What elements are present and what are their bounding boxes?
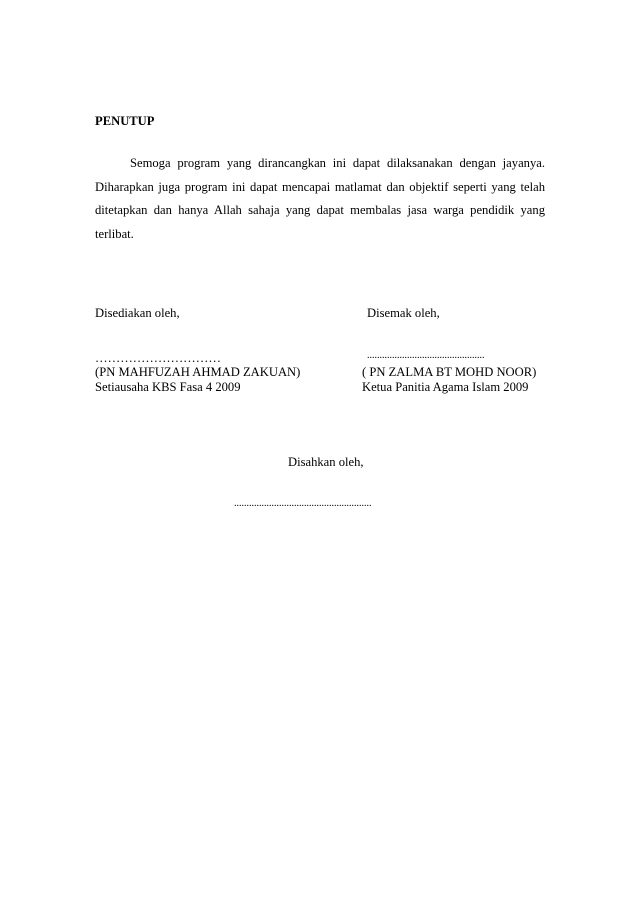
- paragraph-line-4: terlibat.: [95, 227, 134, 241]
- reviewed-by-position: Ketua Panitia Agama Islam 2009: [362, 380, 529, 394]
- section-heading: PENUTUP: [95, 114, 155, 128]
- prepared-by-label: Disediakan oleh,: [95, 306, 180, 320]
- reviewed-by-signature-line: ...............................................: [367, 350, 485, 361]
- reviewed-by-label: Disemak oleh,: [367, 306, 440, 320]
- paragraph-line-1: Semoga program yang dirancangkan ini dapat dilaksanakan dengan jayanya.: [130, 156, 545, 170]
- prepared-by-position: Setiausaha KBS Fasa 4 2009: [95, 380, 241, 394]
- reviewed-by-name: ( PN ZALMA BT MOHD NOOR): [362, 365, 537, 379]
- prepared-by-signature-line: …………………………: [95, 351, 221, 365]
- approved-by-signature-line: .......................................................: [234, 498, 372, 509]
- approved-by-label: Disahkan oleh,: [288, 455, 364, 469]
- prepared-by-name: (PN MAHFUZAH AHMAD ZAKUAN): [95, 365, 301, 379]
- paragraph-line-3: ditetapkan dan hanya Allah sahaja yang dapat membalas jasa warga pendidik yang: [95, 203, 545, 217]
- paragraph-line-2: Diharapkan juga program ini dapat mencapai matlamat dan objektif seperti yang telah: [95, 180, 545, 194]
